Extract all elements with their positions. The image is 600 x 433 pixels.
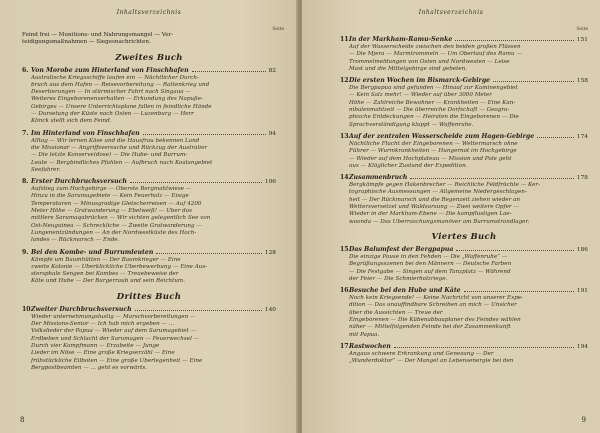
chapter-page: 82 xyxy=(268,67,276,74)
chapter-summary-line: — Die letzte Konserve(dose) — Die Hube- und Burrum- xyxy=(31,152,188,159)
chapter-summary-line: Hinzu in die Sarumagebiete — Kein Feuerholz — Eisige xyxy=(31,193,189,200)
chapter-summary-line: heit — Der Rückmarsch und die Regenzeit ziehen wieder an xyxy=(349,196,520,203)
chapter-summary-line: zweite Kolonie — Überklickliche Überbewerbung — Eine Aus- xyxy=(31,263,208,270)
book-heading: Drittes Buch xyxy=(116,291,182,302)
toc-content-left xyxy=(22,32,276,372)
leader-dots xyxy=(537,137,574,138)
running-head: Inhaltsverzeichnis xyxy=(418,9,484,16)
chapter-number: 8. xyxy=(22,178,29,186)
chapter-title: Rastwochen xyxy=(349,342,391,350)
chapter-number: 17. xyxy=(340,342,351,350)
chapter-summary-line: Volkslieder der Papua — Wieder auf dem Sarumagebiet — xyxy=(31,328,197,335)
chapter-entry[interactable] xyxy=(22,306,276,314)
running-head: Inhaltsverzeichnis xyxy=(116,9,182,16)
leader-dots xyxy=(192,71,266,72)
chapter-summary-line: Nächtliche Flucht der Eingeborenen — Wettermarsch ohne xyxy=(349,140,518,147)
chapter-entry[interactable] xyxy=(22,249,276,257)
chapter-entry[interactable] xyxy=(22,130,276,138)
chapter-summary-line: landes — Rückmarsch — Ende. xyxy=(31,237,120,244)
chapter-title: Im Hinterland von Finschhafen xyxy=(31,129,140,137)
chapter-entry[interactable] xyxy=(22,67,276,75)
seite-label: Seite xyxy=(576,27,588,32)
leader-dots xyxy=(456,250,574,251)
leader-dots xyxy=(455,40,574,41)
chapter-title: Besuche bei den Hube und Käte xyxy=(349,287,461,295)
chapter-summary-line: Trommelmeldungen von Osten und Nordwesten — Leise xyxy=(349,58,510,65)
chapter-entry[interactable] xyxy=(340,36,588,44)
chapter-title: Das Balumfest der Bergpapua xyxy=(349,245,454,253)
continued-summary-line: teidigungsmaßnahmen — Siegesnachrichten. xyxy=(22,39,151,46)
chapter-summary-line: Auf der Wasserscheide zwischen den beiden großen Flüssen xyxy=(349,44,521,50)
chapter-summary-line: stersphale Sengen bei Kombes — Treuebeweise der xyxy=(31,271,179,278)
chapter-number: 12. xyxy=(340,77,351,85)
seite-label: Seite xyxy=(272,27,284,32)
chapter-summary-line: Aufstieg zum Hochgebirge — Oberste Bergmahlwiese — xyxy=(31,186,192,193)
chapter-summary-line: Die Bergpapua sind gefunden — Hinauf zur Kaminengebiet xyxy=(349,85,518,92)
chapter-summary-line: „Wunderdoktor“ — Der Mangel an Lebensenergie bei den xyxy=(349,358,514,365)
chapter-summary-line: Mast und die Mittelgebirge sind gebeten. xyxy=(349,65,468,72)
leader-dots xyxy=(493,81,574,82)
page-number: 9 xyxy=(581,416,586,424)
chapter-number: 10. xyxy=(22,305,33,313)
chapter-title: In der Markham-Ramu-Senke xyxy=(349,36,453,43)
chapter-summary-line: Weiteres Eingeborenenverhalten — Erkundung des Napuße- xyxy=(31,96,203,103)
chapter-number: 16. xyxy=(340,287,351,295)
chapter-summary-line: Wettersversetzel und Waldsarsung — Zwei weitere Opfer — xyxy=(349,204,519,211)
chapter-number: 13. xyxy=(340,132,351,140)
chapter-title: Von Morobe zum Hinterland von Finschhafen xyxy=(31,66,189,74)
chapter-summary-line: mittlere Sarumaqabrücken — Wir sichten gelegentlich See von xyxy=(31,215,211,222)
chapter-summary-line: — Kein Salz mehr! — Wieder auf über 3000 Meter xyxy=(349,92,492,99)
chapter-page: 186 xyxy=(576,246,588,253)
chapter-summary-line: woonda — Das Überraschungsmanöver am Burrumstrandlager. xyxy=(349,218,530,225)
chapter-summary-line: phische Entdeckungen — Heiraten die Eingeborenen — Die xyxy=(349,114,519,121)
chapter-summary-line: — Die Mjera — Marmtrommeln — Um Obertauf des Ramu — xyxy=(349,51,522,58)
chapter-page: 191 xyxy=(576,288,588,295)
chapter-summary-line: Bergkämpfe gegen Hakenbrecher — Reichliche Feldfrüchte — Ker- xyxy=(349,182,540,189)
chapter-summary-line: bruch aus dem Hafen — Reisevorbereitung — Rattenkrieg und xyxy=(31,81,210,88)
chapter-page: 178 xyxy=(576,175,588,182)
chapter-entry[interactable] xyxy=(340,287,588,295)
chapter-title: Die ersten Wochen im Bismarck-Gebirge xyxy=(349,77,491,85)
chapter-summary-line: Führer — Wurmkrankheiten — Hungernot im Hochgebirge xyxy=(349,148,517,155)
chapter-summary-line: der Feier — Die Schmierholzriege. xyxy=(349,275,448,282)
chapter-summary-line: mit Papua. xyxy=(349,331,380,338)
chapter-title: Auf der zentralen Wasserscheide zum Hagen-Gebirge xyxy=(349,132,535,140)
chapter-summary-line: die Missionar — Angriffsversuche und Rückzug der Australier xyxy=(31,144,208,151)
chapter-page: 106 xyxy=(264,179,276,186)
toc-content-right xyxy=(340,32,588,366)
chapter-summary-line: Lungenentzündungen — An der Nordwestküste des Hoch- xyxy=(31,229,197,236)
chapter-summary-line: Gebirges — Unsere Unterrichtsplane fallen in feindliche Hände xyxy=(31,103,212,110)
chapter-page: 128 xyxy=(264,249,276,256)
chapter-summary-line: Wieder unternehmungslustig — Marschvorbereitungen — xyxy=(31,313,196,320)
chapter-summary-line: Käte und Hube — Der Burgerraub und sein Reichtum. xyxy=(31,278,186,285)
chapter-title: Zusammenbruch xyxy=(349,174,408,182)
chapter-entry[interactable] xyxy=(340,343,588,351)
leader-dots xyxy=(143,134,266,135)
chapter-summary-line: Temperaturen — Minusgradige Gletscherreisen — Auf 4200 xyxy=(31,200,202,207)
chapter-summary-line: näher — Mittelfolgenden Feinde bei der Zusammenkunft xyxy=(349,324,511,331)
book-heading: Zweites Buch xyxy=(115,52,183,63)
chapter-summary-line: Sprachverständigung klappt — Waffenruhe. xyxy=(349,121,474,128)
chapter-summary-line: Seefahrer. xyxy=(31,166,61,173)
chapter-page: 94 xyxy=(268,130,276,137)
chapter-summary-line: Durch vier Kampfmann — Erzabeite — Junge xyxy=(31,342,160,349)
chapter-summary-line: Klinck stellt sich dem Feind. xyxy=(31,118,112,125)
chapter-summary-line: Erdbeben und Schlacht der Sarumagen — Feuerwechsel — xyxy=(31,335,200,342)
chapter-summary-line: Lieder im Nöse — Eine große Kriegserzähl — Eine xyxy=(31,350,175,357)
chapter-number: 11. xyxy=(340,36,351,43)
chapter-number: 7. xyxy=(22,129,29,137)
chapter-summary-line: nibalenmahlzeit — Die überreiche Dorfschaft — Geogra- xyxy=(349,107,510,114)
chapter-number: 9. xyxy=(22,248,29,256)
page-number: 8 xyxy=(20,416,25,424)
chapter-summary-line: Der Missions-Senior — Ich hab mich ergeben — ... xyxy=(31,321,175,328)
right-page xyxy=(302,0,600,433)
chapter-summary-line: — Wieder auf dem Hochplateau — Mission und Pole geht xyxy=(349,155,512,162)
chapter-summary-line: aus — Kläglicher Zustand der Expedition. xyxy=(349,162,468,169)
chapter-summary-line: Höhe — Zahlreiche Bewohner — Krankheiten — Eine Kan- xyxy=(349,99,516,106)
chapter-summary-line: frühstückliche Eilboten — Eine große Überlegenheit — Eine xyxy=(31,357,203,364)
chapter-page: 140 xyxy=(264,306,276,313)
chapter-entry[interactable] xyxy=(340,133,588,141)
chapter-summary-line: Australische Kriegsschiffe laufen ein — Nächtlicher Durch- xyxy=(31,74,199,81)
chapter-page: 174 xyxy=(576,133,588,140)
chapter-number: 15. xyxy=(340,245,351,253)
chapter-page: 194 xyxy=(576,343,588,350)
chapter-page: 151 xyxy=(576,37,588,43)
book-heading: Viertes Buch xyxy=(431,231,497,242)
chapter-summary-line: Alltag — Wir lernen Käse und die Hausfrau bekennen Land xyxy=(31,137,200,144)
leader-dots xyxy=(156,253,262,254)
chapter-summary-line: Noch kein Kriegsende! — Keine Nachricht von unserer Expe- xyxy=(349,295,524,302)
chapter-title: Erster Durchbruchsversuch xyxy=(31,178,127,186)
continued-summary-line: Feind frei — Munitions- und Nahrungsmangel — Ver- xyxy=(22,32,174,38)
chapter-summary-line: Bergpostbeamten — ... geht es vorwärts. xyxy=(31,364,148,371)
chapter-title: Bei den Kombe- und Burrumleuten xyxy=(31,248,154,256)
chapter-summary-line: über die Aussichten — Treue der xyxy=(349,309,443,316)
chapter-summary-line: — Die Festgabe — Singen auf dem Tanzplatz — Während xyxy=(349,268,511,275)
chapter-summary-line: Ost-Neuguinea — Schreckliche — Zweite Gratwanderung — xyxy=(31,222,202,229)
leader-dots xyxy=(130,182,262,183)
chapter-number: 6. xyxy=(22,66,29,74)
chapter-entry[interactable] xyxy=(340,246,588,254)
chapter-summary-line: Leute — Bergbindliches Pfahlen — Aufbruch nach Koalangebiet xyxy=(31,159,213,166)
chapter-summary-line: — Dursetung der Küste nach Osten — Luzenburg — Herr xyxy=(31,111,194,118)
chapter-entry[interactable] xyxy=(340,174,588,182)
chapter-summary-line: Desertierungen — In stürmischer Fahrt nach Singaua — xyxy=(31,89,192,96)
chapter-entry[interactable] xyxy=(340,77,588,85)
chapter-summary-line: dition — Das unauffindbare Schreiben an mich — Unsicher xyxy=(349,302,517,309)
leader-dots xyxy=(410,178,574,179)
leader-dots xyxy=(135,310,262,311)
chapter-summary-line: Begrüßungsszenen bei den Männern — Deutsche Farben xyxy=(349,261,512,268)
left-page xyxy=(0,0,298,433)
chapter-summary-line: Eingeborenen — Die Kübenabbauplaner des Feindes wählen xyxy=(349,317,521,324)
chapter-summary-line: Meter Höhe — Gratwanderung — Ebelweiß! — Über das xyxy=(31,208,192,215)
chapter-number: 14. xyxy=(340,174,351,182)
leader-dots xyxy=(394,347,574,348)
chapter-summary-line: Angaus schwere Erkrankung und Genesung — Der xyxy=(349,350,494,357)
chapter-title: Zweiter Durchbruchsversuch xyxy=(31,305,132,313)
chapter-entry[interactable] xyxy=(22,178,276,186)
chapter-summary-line: tographische Ausmessungen — Allgemeine Niedergeschlagen- xyxy=(349,189,527,196)
chapter-summary-line: Die einzige Pause in den Fehden — Die „Waffenruhe“ — xyxy=(349,253,508,260)
chapter-page: 158 xyxy=(576,78,588,85)
chapter-summary-line: Kämpfe um Baumhütten — Der Baumkrieger — Eine xyxy=(31,256,181,263)
leader-dots xyxy=(464,291,574,292)
chapter-summary-line: Wieder in der Markham-Ebene — Die kampflustigen Lae- xyxy=(349,211,512,218)
